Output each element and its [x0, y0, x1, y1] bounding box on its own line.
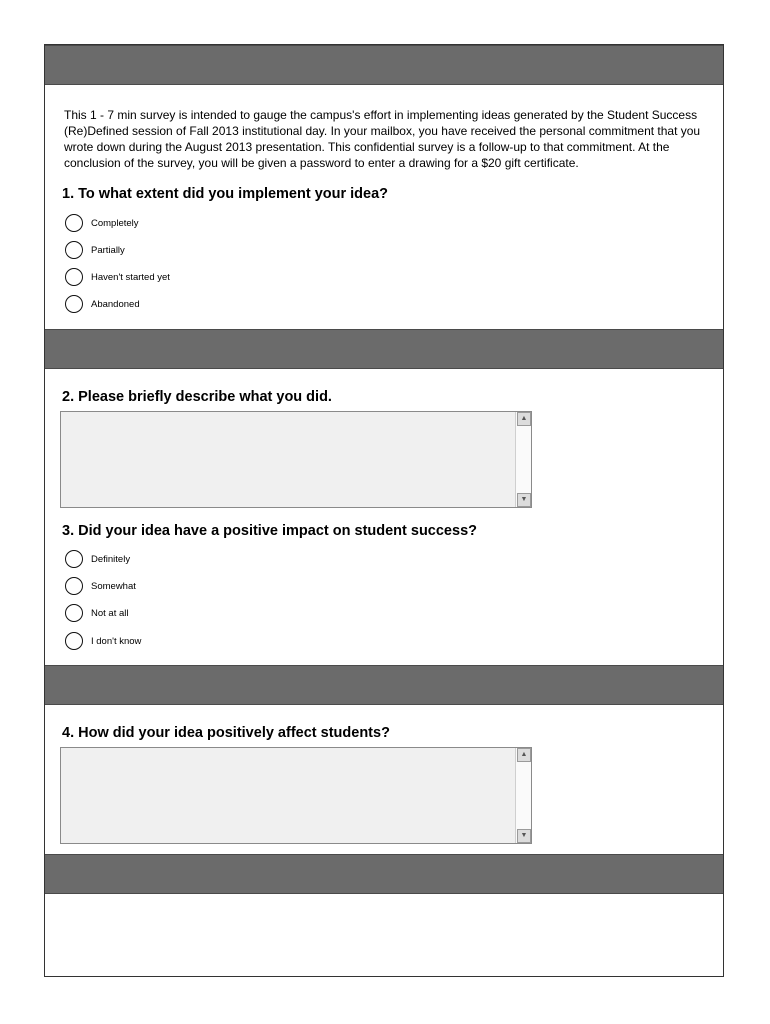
radio-button[interactable] [65, 550, 83, 568]
option-label: Abandoned [91, 298, 140, 310]
radio-button[interactable] [65, 268, 83, 286]
q3-option-somewhat[interactable] [65, 576, 136, 596]
radio-button[interactable] [65, 241, 83, 259]
section-header-band [45, 45, 723, 85]
option-label: Not at all [91, 607, 129, 619]
radio-button[interactable] [65, 214, 83, 232]
radio-button[interactable] [65, 577, 83, 595]
scroll-up-icon[interactable]: ▲ [517, 748, 531, 762]
radio-button[interactable] [65, 632, 83, 650]
scroll-up-icon[interactable]: ▲ [517, 412, 531, 426]
survey-page [44, 44, 724, 977]
q1-option-not-started[interactable] [65, 267, 170, 287]
radio-button[interactable] [65, 604, 83, 622]
section-header-band [45, 329, 723, 369]
section-header-band [45, 854, 723, 894]
scrollbar[interactable] [515, 412, 531, 507]
question-4-title: 4. How did your idea positively affect students? [62, 725, 390, 741]
q3-option-dont-know[interactable] [65, 631, 141, 651]
q1-option-completely[interactable] [65, 213, 139, 233]
scrollbar[interactable] [515, 748, 531, 843]
question-2-title: 2. Please briefly describe what you did. [62, 389, 332, 405]
scroll-down-icon[interactable]: ▼ [517, 493, 531, 507]
q3-option-definitely[interactable] [65, 549, 130, 569]
intro-text: This 1 - 7 min survey is intended to gauge the campus's effort in implementing ideas generated by the Student Success (Re)Defined session of Fall 2013 institutional day. In your mailbox, you have received the personal commitment that you wrote down during the August 2013 presentation. This confidential survey is a follow-up to that commitment. At the conclusion of the survey, you will be given a password to enter a drawing for a $20 gift certificate. [64, 108, 701, 170]
option-label: Completely [91, 217, 139, 229]
scroll-down-icon[interactable]: ▼ [517, 829, 531, 843]
q3-option-not-at-all[interactable] [65, 603, 129, 623]
option-label: Haven't started yet [91, 271, 170, 283]
question-3-title: 3. Did your idea have a positive impact on student success? [62, 523, 477, 539]
option-label: Definitely [91, 553, 131, 565]
question-1-title: 1. To what extent did you implement your idea? [62, 186, 389, 202]
section-header-band [45, 665, 723, 705]
q1-option-partially[interactable] [65, 240, 125, 260]
q1-option-abandoned[interactable] [65, 294, 140, 314]
q2-textarea[interactable] [60, 411, 532, 508]
option-label: Partially [91, 244, 125, 256]
option-label: Somewhat [91, 580, 136, 592]
q4-textarea[interactable] [60, 747, 532, 844]
radio-button[interactable] [65, 295, 83, 313]
option-label: I don't know [91, 635, 142, 647]
